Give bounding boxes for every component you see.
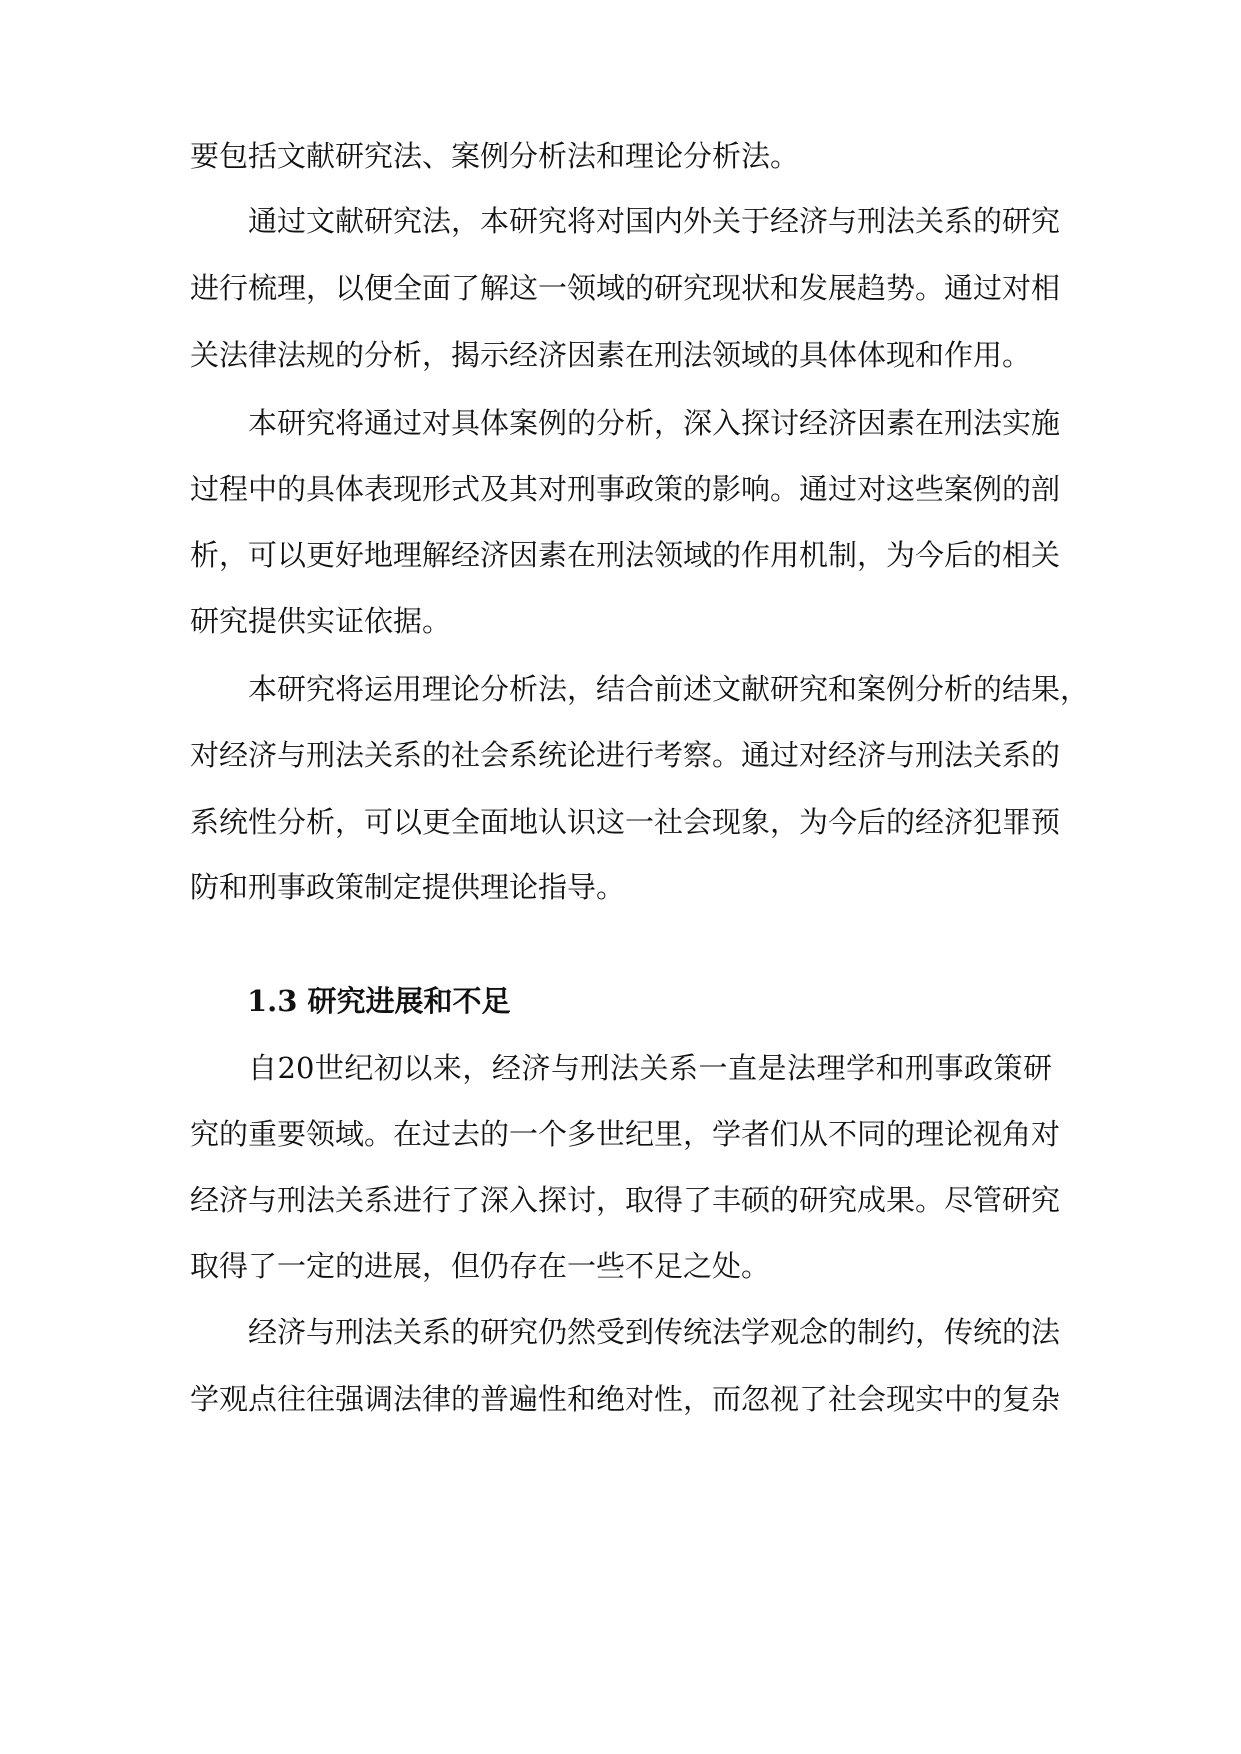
paragraph-line: 研究提供实证依据。 [190, 604, 452, 638]
paragraph-line: 经济与刑法关系的研究仍然受到传统法学观念的制约，传统的法 [248, 1315, 1061, 1349]
paragraph-line: 取得了一定的进展，但仍存在一些不足之处。 [190, 1249, 771, 1283]
section-heading: 1.3 研究进展和不足 [247, 984, 511, 1018]
paragraph-line: 学观点往往强调法律的普遍性和绝对性，而忽视了社会现实中的复杂 [190, 1382, 1061, 1416]
paragraph-line: 析，可以更好地理解经济因素在刑法领域的作用机制，为今后的相关 [190, 538, 1061, 572]
paragraph-line: 进行梳理，以便全面了解这一领域的研究现状和发展趋势。通过对相 [190, 271, 1061, 305]
paragraph-line: 本研究将运用理论分析法，结合前述文献研究和案例分析的结果， [248, 672, 1090, 706]
paragraph-line: 关法律法规的分析，揭示经济因素在刑法领域的具体体现和作用。 [190, 338, 1032, 372]
paragraph-line: 自20世纪初以来，经济与刑法关系一直是法理学和刑事政策研 [248, 1051, 1052, 1085]
paragraph-line: 要包括文献研究法、案例分析法和理论分析法。 [190, 139, 800, 173]
paragraph-line: 经济与刑法关系进行了深入探讨，取得了丰硕的研究成果。尽管研究 [190, 1183, 1061, 1217]
paragraph-line: 通过文献研究法，本研究将对国内外关于经济与刑法关系的研究 [248, 204, 1061, 238]
paragraph-line: 防和刑事政策制定提供理论指导。 [190, 870, 626, 904]
paragraph-line: 对经济与刑法关系的社会系统论进行考察。通过对经济与刑法关系的 [190, 738, 1061, 772]
paragraph-line: 本研究将通过对具体案例的分析，深入探讨经济因素在刑法实施 [248, 406, 1061, 440]
paragraph-line: 过程中的具体表现形式及其对刑事政策的影响。通过对这些案例的剖 [190, 472, 1061, 506]
paragraph-line: 系统性分析，可以更全面地认识这一社会现象，为今后的经济犯罪预 [190, 805, 1061, 839]
paragraph-line: 究的重要领域。在过去的一个多世纪里，学者们从不同的理论视角对 [190, 1117, 1061, 1151]
